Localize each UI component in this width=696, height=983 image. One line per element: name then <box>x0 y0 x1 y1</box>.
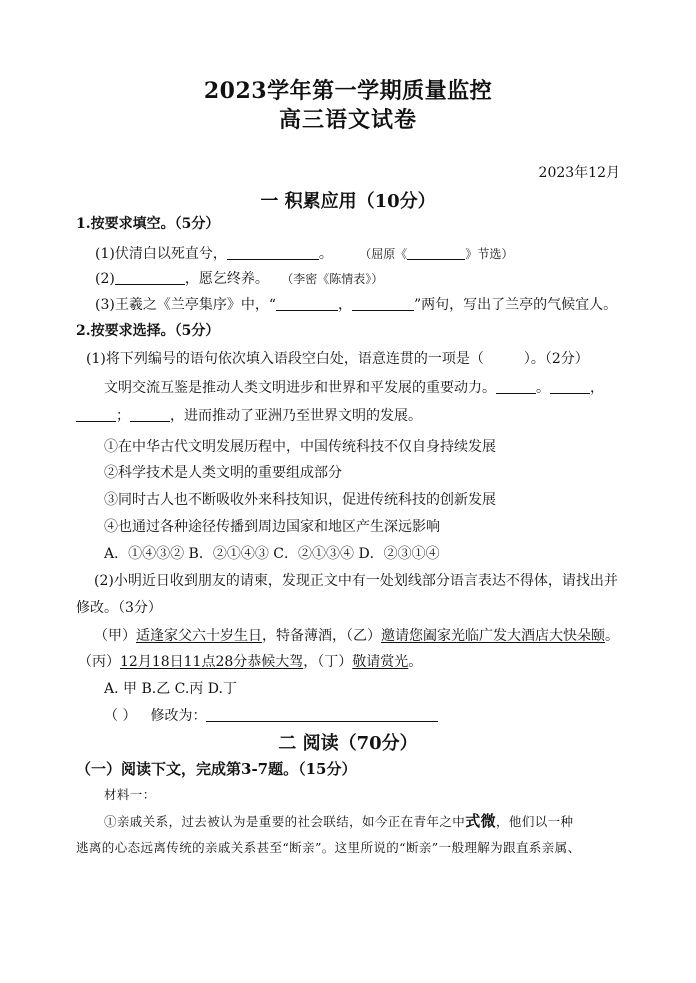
material-label: 材料一： <box>104 787 156 802</box>
q2-passage-blank4[interactable] <box>130 407 170 422</box>
invitation-line1: （甲）适逢家父六十岁生日，特备薄酒，（乙）邀请您阖家光临广发大酒店大快朵颐。 <box>94 628 619 644</box>
invitation-line2: （丙）12月18日11点28分恭候大驾，（丁）敬请赏光。 <box>78 654 423 670</box>
section2-title: 二 阅读（70分） <box>278 733 418 754</box>
invitation-part-ding: 敬请赏光 <box>352 654 409 670</box>
exam-date: 2023年12月 <box>538 165 620 181</box>
q1-item3-blank2[interactable] <box>352 296 414 311</box>
q2-sub2-choices: A. 甲 B.乙 C.丙 D.丁 <box>104 681 237 697</box>
q2-sentence-4: ④也通过各种途径传播到周边国家和地区产生深远影响 <box>104 519 440 535</box>
q2-sub2-stem-line2: 修改。（3分） <box>76 600 162 616</box>
q2-passage-line1: 文明交流互鉴是推动人类文明进步和世界和平发展的重要动力。 。 ， <box>104 380 604 396</box>
q2-passage-blank3[interactable] <box>76 407 116 422</box>
q1-item3-blank1[interactable] <box>276 296 338 311</box>
emphasized-word: 式微 <box>465 812 497 830</box>
invitation-part-jia: 适逢家父六十岁生日 <box>136 628 262 644</box>
section1-title: 一 积累应用（10分） <box>260 191 436 212</box>
q2-sub1-choices: A．①④③② B．②①④③ C．②①③④ D．②③①④ <box>104 546 440 562</box>
q2-sub1-stem: (1)将下列编号的语句依次填入语段空白处，语意连贯的一项是（ ）。（2分） <box>86 351 589 367</box>
q2-passage-line2: ； ，进而推动了亚洲乃至世界文明的发展。 <box>76 406 422 426</box>
q1-item1-note-blank[interactable] <box>407 245 465 260</box>
q1-item1-blank[interactable] <box>227 245 319 260</box>
q2-sentence-3: ③同时古人也不断吸收外来科技知识，促进传统科技的创新发展 <box>104 492 496 508</box>
q2-sub2-answer-blank[interactable] <box>206 707 438 722</box>
q2-sub2-stem-line1: (2)小明近日收到朋友的请柬，发现正文中有一处划线部分语言表达不得体，请找出并 <box>94 573 618 589</box>
q2-sub2-answer: （ ） 修改为： <box>104 706 438 726</box>
part1-heading: （一）阅读下文，完成第3-7题。（15分） <box>76 760 357 778</box>
q1-item2: (2) ，愿乞终养。 （李密《陈情表》） <box>95 271 384 287</box>
q1-item2-blank[interactable] <box>115 270 185 285</box>
q2-heading: 2.按要求选择。（5分） <box>76 323 220 339</box>
material-paragraph-line1: ①亲戚关系，过去被认为是重要的社会联结，如今正在青年之中式微，他们以一种 <box>104 812 574 830</box>
material-paragraph-line2: 逃离的心态远离传统的亲戚关系甚至“断亲”。这里所说的“断亲”一般理解为跟直系亲属、 <box>76 840 581 855</box>
q2-sentence-2: ②科学技术是人类文明的重要组成部分 <box>104 465 342 481</box>
q1-item3: (3)王羲之《兰亭集序》中，“ ， ”两句，写出了兰亭的气候宜人。 <box>95 297 618 313</box>
q2-passage-blank1[interactable] <box>496 379 536 394</box>
q2-passage-blank2[interactable] <box>550 379 590 394</box>
invitation-part-bing: 12月18日11点28分恭候大驾 <box>120 654 304 670</box>
invitation-part-yi: 邀请您阖家光临广发大酒店大快朵颐 <box>381 628 605 644</box>
exam-title-line1: 2023学年第一学期质量监控 <box>203 78 493 104</box>
q2-sentence-1: ①在中华古代文明发展历程中，中国传统科技不仅自身持续发展 <box>104 439 496 455</box>
q1-heading: 1.按要求填空。（5分） <box>76 216 220 232</box>
q1-item1: (1)伏清白以死直兮， 。 （屈原《 》节选） <box>95 246 514 262</box>
exam-title-line2: 高三语文试卷 <box>278 107 417 133</box>
